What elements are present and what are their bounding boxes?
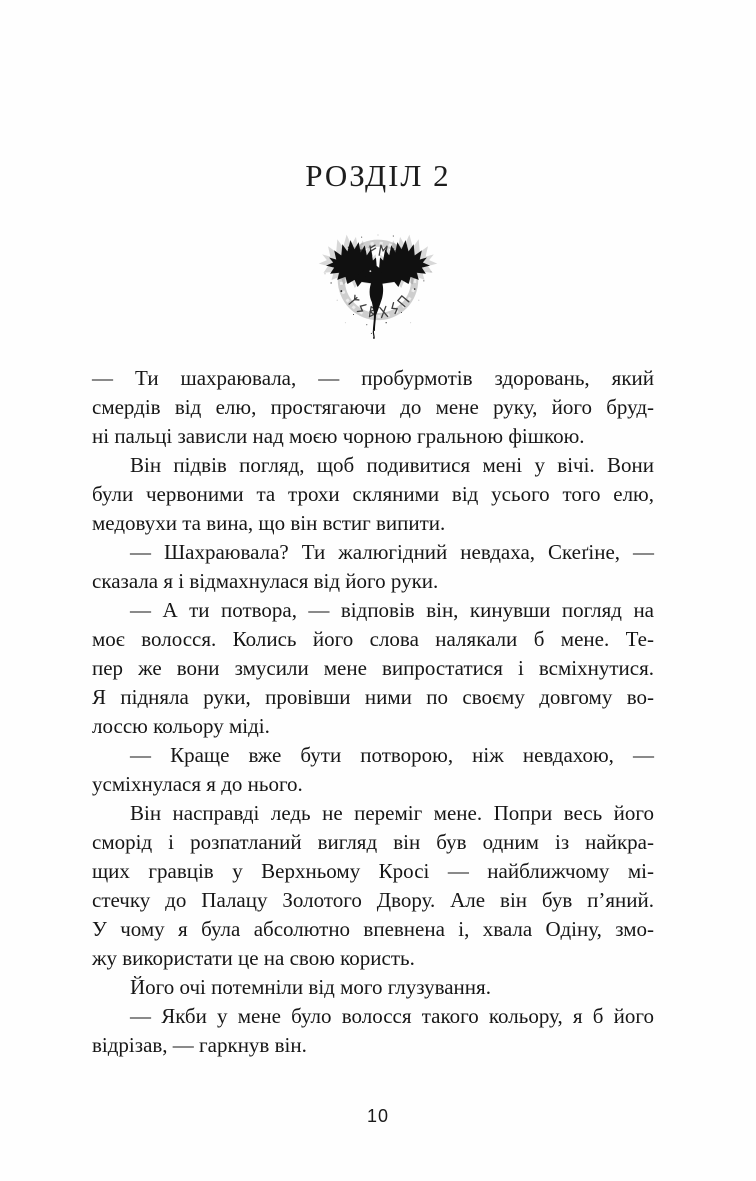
text-line: медовухи та вина, що він встиг випити. [92,511,446,535]
text-line: — Якби у мене було волосся такого кольору, я б його [130,1004,654,1028]
body-text [92,364,654,1060]
text-line: — Шахраювала? Ти жалюгідний невдаха, Скеґіне, — [130,540,654,564]
paragraph [92,973,654,1002]
text-line: були червоними та трохи скляними від усього того елю, [92,482,654,506]
paragraph [92,799,654,973]
text-line: моє волосся. Колись його слова налякали б мене. Те- [92,627,654,651]
text-line: Він підвів погляд, щоб подивитися мені у вічі. Вони [130,453,654,477]
text-line: пер же вони змусили мене випростатися і всміхнутися. [92,656,654,680]
paragraph [92,1002,654,1060]
raven-runes-ornament-icon [316,233,440,339]
chapter-title: РОЗДІЛ 2 [305,158,451,193]
text-line: сморід і розпатланий вигляд він був одним із найкра- [92,830,654,854]
paragraph [92,596,654,741]
text-line: Я підняла руки, провівши ними по своєму довгому во- [92,685,654,709]
text-line: — А ти потвора, — відповів він, кинувши погляд на [130,598,654,622]
text-line: жу використати це на свою користь. [92,946,415,970]
paragraph [92,741,654,799]
paragraph [92,538,654,596]
text-line: ні пальці зависли над моєю чорною гральною фішкою. [92,424,585,448]
text-line: лоссю кольору міді. [92,714,270,738]
text-line: смердів від елю, простягаючи до мене руку, його бруд- [92,395,654,419]
paragraph [92,364,654,451]
text-line: — Краще вже бути потворою, ніж невдахою, — [130,743,654,767]
text-line: усміхнулася я до нього. [92,772,303,796]
text-line: Його очі потемніли від мого глузування. [130,975,491,999]
text-line: Він насправді ледь не переміг мене. Попри весь його [130,801,654,825]
text-line: стечку до Палацу Золотого Двору. Але він був п’яний. [92,888,654,912]
text-line: щих гравців у Верхньому Кросі — найближчому мі- [92,859,654,883]
text-line: — Ти шахраювала, — пробурмотів здоровань, який [92,366,654,390]
paragraph [92,451,654,538]
text-line: сказала я і відмахнулася від його руки. [92,569,439,593]
page-number: 10 [366,1106,390,1126]
text-line: У чому я була абсолютно впевнена і, хвала Одіну, змо- [92,917,654,941]
text-line: відрізав, — гаркнув він. [92,1033,307,1057]
